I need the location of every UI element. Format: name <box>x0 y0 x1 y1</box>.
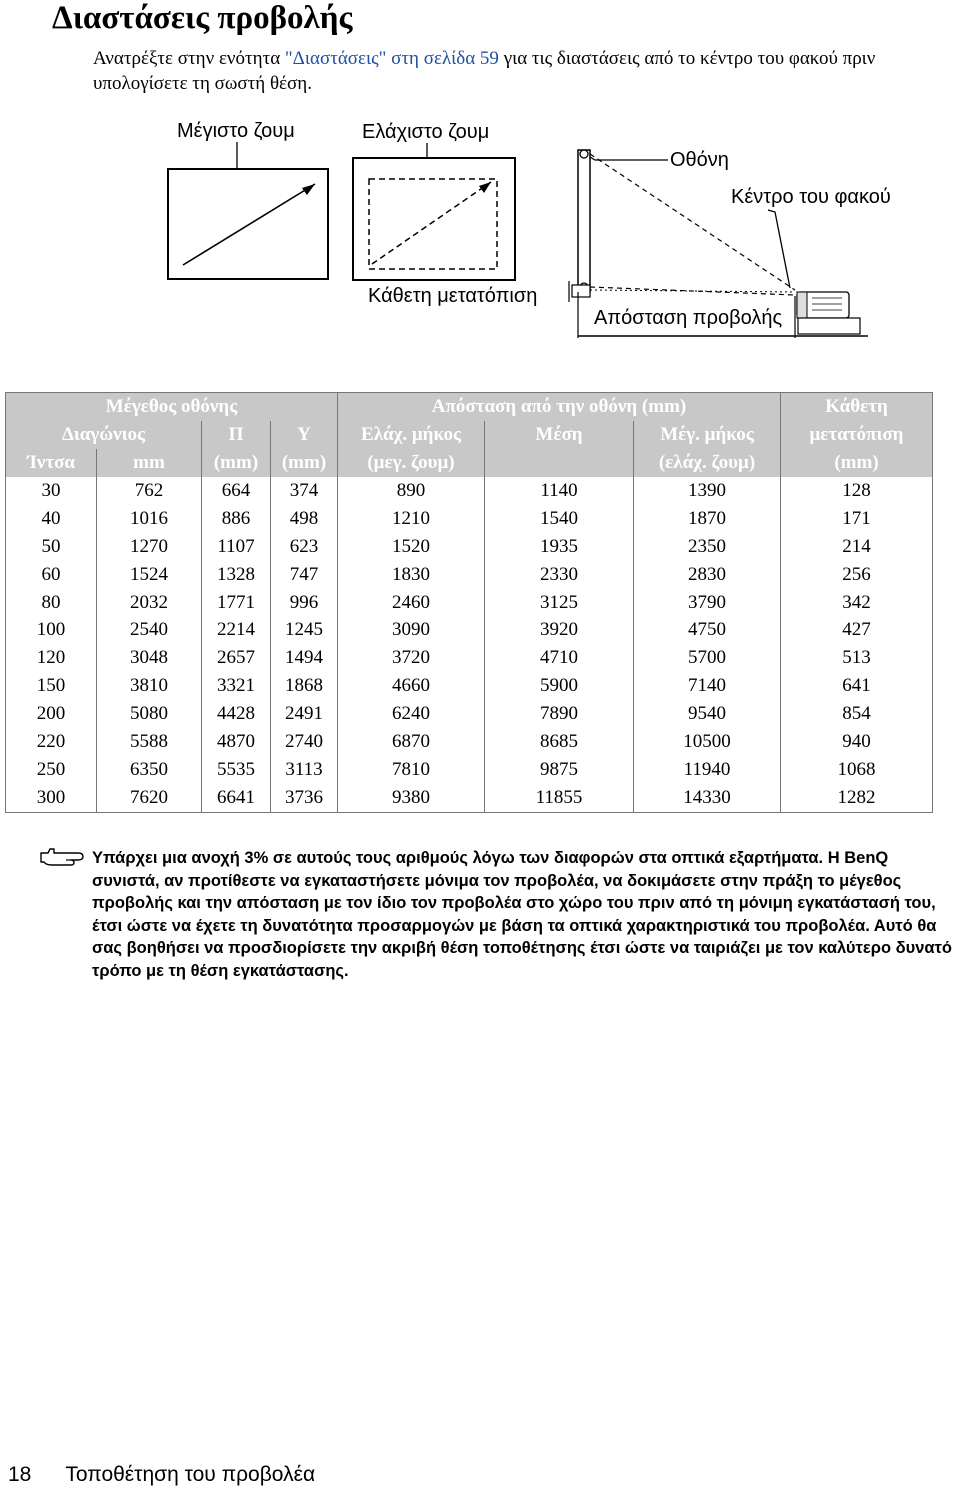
table-cell: 342 <box>781 589 933 617</box>
screen-label: Οθόνη <box>670 149 729 171</box>
table-cell: 886 <box>202 505 271 533</box>
table-cell: 854 <box>781 700 933 728</box>
table-cell: 3790 <box>634 589 781 617</box>
table-row <box>6 589 933 617</box>
table-cell: 80 <box>41 591 61 613</box>
intro-text-before: Ανατρέξτε στην ενότητα <box>93 48 285 69</box>
projection-dimensions-table <box>5 392 933 813</box>
table-cell: 1935 <box>485 533 634 561</box>
table-cell: 5080 <box>97 700 202 728</box>
pointing-hand-icon <box>38 845 86 869</box>
header-max-length: Μέγ. μήκος <box>634 421 781 449</box>
table-cell: 3736 <box>271 784 338 812</box>
min-zoom-label: Ελάχιστο ζουμ <box>362 121 490 143</box>
table-cell: 1771 <box>202 589 271 617</box>
table-cell: 250 <box>36 758 66 780</box>
table-cell: 60 <box>41 563 61 585</box>
table-row <box>6 505 933 533</box>
table-row <box>6 756 933 784</box>
table-cell: 1016 <box>97 505 202 533</box>
max-zoom-label: Μέγιστο ζουμ <box>177 120 295 142</box>
table-cell: 1830 <box>338 561 485 589</box>
table-cell: 50 <box>41 535 61 557</box>
table-cell: 4660 <box>338 672 485 700</box>
table-cell: 3810 <box>97 672 202 700</box>
table-cell: 11940 <box>634 756 781 784</box>
table-cell: 498 <box>271 505 338 533</box>
min-zoom-screen <box>353 158 515 280</box>
projection-diagram <box>0 110 960 350</box>
table-cell: 8685 <box>485 728 634 756</box>
table-row <box>6 784 933 812</box>
table-cell: 7620 <box>97 784 202 812</box>
table-cell: 1520 <box>338 533 485 561</box>
note-text: Υπάρχει μια ανοχή 3% σε αυτούς τους αριθμούς λόγω των διαφορών στα οπτικά εξαρτήματα. Η BenQ συνιστά, αν προτίθεστε να εγκαταστήσετε μόνιμα τον προβολέα, να δοκιμάσετε στην πράξη το μέγεθος προβολής και την απόσταση με τον ίδιο τον προβολέα στο χώρο του πριν από τη μόνιμη εγκατάστασή του, έτσι ώστε να έχετε τη δυνατότητα προσαρμογών με βάση τα οπτικά χαρακτηριστικά του προβολέα. Αυτό θα σας βοηθήσει να προσδιορίσετε την ακριβή θέση τοποθέτησης έτσι ώστε να ταιριάζει με τον καλύτερο δυνατό τρόπο με τη θέση εγκατάστασης. <box>92 849 952 980</box>
table-cell: 2657 <box>202 644 271 672</box>
table-cell: 747 <box>271 561 338 589</box>
table-cell: 641 <box>781 672 933 700</box>
table-cell: 3321 <box>202 672 271 700</box>
header-height: Υ <box>271 421 338 449</box>
table-cell: 3113 <box>271 756 338 784</box>
table-cell: 1524 <box>97 561 202 589</box>
table-cell: 427 <box>781 616 933 644</box>
table-cell: 762 <box>97 477 202 505</box>
table-cell: 7140 <box>634 672 781 700</box>
projection-distance-label: Απόσταση προβολής <box>594 307 783 329</box>
table-cell: 2540 <box>97 616 202 644</box>
table-cell: 9540 <box>634 700 781 728</box>
table-body <box>6 477 933 812</box>
table-cell: 7890 <box>485 700 634 728</box>
header-min-note: (μεγ. ζουμ) <box>338 449 485 477</box>
table-cell: 996 <box>271 589 338 617</box>
table-cell: 1540 <box>485 505 634 533</box>
header-distance: Απόσταση από την οθόνη (mm) <box>338 393 781 422</box>
table-cell: 3125 <box>485 589 634 617</box>
side-screen <box>578 150 590 292</box>
table-cell: 2740 <box>271 728 338 756</box>
table-cell: 2491 <box>271 700 338 728</box>
table-cell: 300 <box>6 784 97 812</box>
header-screen-size: Μέγεθος οθόνης <box>6 393 338 422</box>
table-cell: 1870 <box>634 505 781 533</box>
table-cell: 4870 <box>202 728 271 756</box>
table-cell: 6641 <box>202 784 271 812</box>
table-cell: 6350 <box>97 756 202 784</box>
table-cell: 1270 <box>97 533 202 561</box>
table-cell: 256 <box>781 561 933 589</box>
table-cell: 40 <box>41 507 61 529</box>
page-number: 18 <box>8 1463 32 1486</box>
table-cell: 2032 <box>97 589 202 617</box>
table-cell: 120 <box>36 647 66 669</box>
table-cell: 2460 <box>338 589 485 617</box>
table-row <box>6 616 933 644</box>
table-row <box>6 728 933 756</box>
table-cell: 1140 <box>485 477 634 505</box>
table-cell: 6870 <box>338 728 485 756</box>
header-offset-2: μετατόπιση <box>781 421 933 449</box>
header-middle-unit <box>485 449 634 477</box>
footer-section-title: Τοποθέτηση του προβολέα <box>65 1463 316 1486</box>
table-cell: 2350 <box>634 533 781 561</box>
table-cell: 3920 <box>485 616 634 644</box>
table-cell: 6240 <box>338 700 485 728</box>
intro-text-after: για τις διαστάσεις από το κέντρο του φακού πριν υπολογίσετε τη σωστή θέση. <box>93 48 876 94</box>
table-cell: 2330 <box>485 561 634 589</box>
table-cell: 4428 <box>202 700 271 728</box>
table-cell: 2214 <box>202 616 271 644</box>
table-cell: 5535 <box>202 756 271 784</box>
header-width: Π <box>202 421 271 449</box>
page-title: Διαστάσεις προβολής <box>52 0 353 36</box>
header-mm: mm <box>97 449 202 477</box>
table-cell: 3090 <box>338 616 485 644</box>
table-cell: 1868 <box>271 672 338 700</box>
table-cell: 5900 <box>485 672 634 700</box>
table-cell: 5588 <box>97 728 202 756</box>
page-footer <box>8 1463 315 1487</box>
table-cell: 664 <box>202 477 271 505</box>
table-row <box>6 644 933 672</box>
header-middle: Μέση <box>485 421 634 449</box>
table-cell: 1282 <box>781 784 933 812</box>
table-cell: 14330 <box>634 784 781 812</box>
header-height-unit: (mm) <box>271 449 338 477</box>
table-cell: 1107 <box>202 533 271 561</box>
table-cell: 3720 <box>338 644 485 672</box>
intro-paragraph <box>93 46 953 96</box>
table-row <box>6 672 933 700</box>
table-cell: 9875 <box>485 756 634 784</box>
table-cell: 5700 <box>634 644 781 672</box>
table-cell: 513 <box>781 644 933 672</box>
table-cell: 9380 <box>338 784 485 812</box>
lens-center-label: Κέντρο του φακού <box>731 186 891 208</box>
table-cell: 100 <box>36 619 66 641</box>
table-row <box>6 700 933 728</box>
table-cell: 220 <box>36 730 66 752</box>
table-cell: 623 <box>271 533 338 561</box>
table-cell: 2830 <box>634 561 781 589</box>
table-cell: 1210 <box>338 505 485 533</box>
table-cell: 4750 <box>634 616 781 644</box>
vertical-offset-label: Κάθετη μετατόπιση <box>368 285 538 307</box>
table-cell: 1245 <box>271 616 338 644</box>
header-max-note: (ελάχ. ζουμ) <box>634 449 781 477</box>
header-min-length: Ελάχ. μήκος <box>338 421 485 449</box>
table-row <box>6 477 933 505</box>
table-cell: 1068 <box>781 756 933 784</box>
table-cell: 30 <box>41 479 61 501</box>
table-cell: 150 <box>36 675 66 697</box>
table-cell: 4710 <box>485 644 634 672</box>
header-inches: Ίντσα <box>6 449 97 477</box>
table-cell: 200 <box>36 703 66 725</box>
intro-link[interactable]: "Διαστάσεις" στη σελίδα 59 <box>284 48 499 69</box>
max-zoom-screen <box>168 169 328 279</box>
header-diagonal: Διαγώνιος <box>6 421 202 449</box>
table-cell: 11855 <box>485 784 634 812</box>
table-cell: 7810 <box>338 756 485 784</box>
projector-icon <box>797 292 860 334</box>
table-cell: 1494 <box>271 644 338 672</box>
table-cell: 1328 <box>202 561 271 589</box>
table-row <box>6 533 933 561</box>
table-cell: 374 <box>271 477 338 505</box>
table-cell: 940 <box>781 728 933 756</box>
table-row <box>6 561 933 589</box>
header-width-unit: (mm) <box>202 449 271 477</box>
table-cell: 890 <box>338 477 485 505</box>
table-cell: 171 <box>781 505 933 533</box>
header-offset-unit: (mm) <box>781 449 933 477</box>
table-cell: 3048 <box>97 644 202 672</box>
table-cell: 10500 <box>634 728 781 756</box>
table-cell: 1390 <box>634 477 781 505</box>
header-offset: Κάθετη <box>781 393 933 422</box>
table-cell: 128 <box>781 477 933 505</box>
table-cell: 214 <box>781 533 933 561</box>
